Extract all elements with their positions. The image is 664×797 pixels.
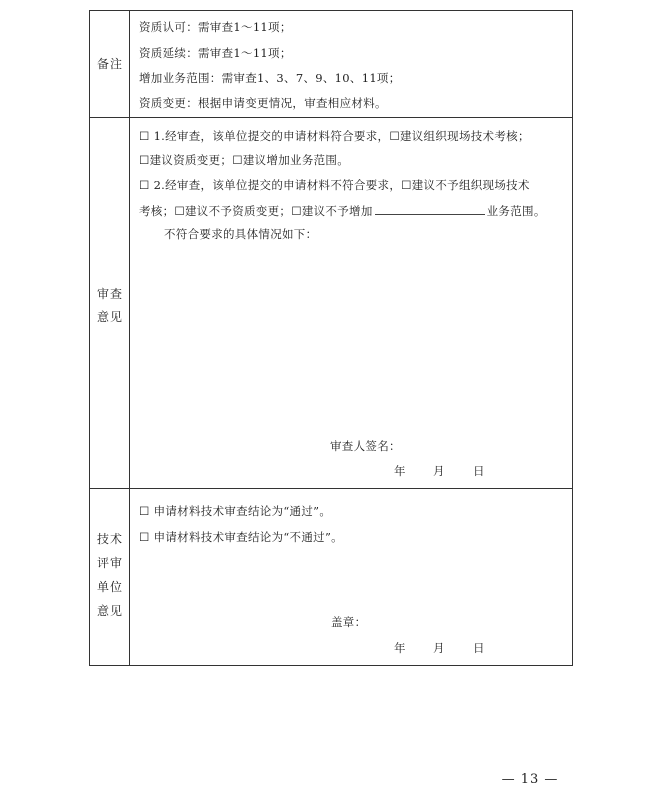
review-option-reject: ☐ 2.经审查，该单位提交的申请材料不符合要求，☐建议不予组织现场技术 bbox=[139, 178, 530, 192]
tech-review-row bbox=[90, 489, 572, 665]
review-option-reject-continued bbox=[139, 203, 566, 218]
review-label-line: 意见 bbox=[96, 310, 123, 324]
review-date-year: 年 bbox=[394, 464, 406, 478]
tech-label-line: 单位 bbox=[96, 580, 123, 594]
seal-label: 盖章： bbox=[331, 615, 367, 629]
remarks-label-cell bbox=[90, 11, 130, 117]
reject-options-text: 考核；☐建议不予资质变更；☐建议不予增加 bbox=[139, 204, 373, 218]
review-date-day: 日 bbox=[473, 464, 485, 478]
tech-label-line: 意见 bbox=[96, 604, 123, 618]
tech-label-line: 评审 bbox=[96, 556, 123, 570]
remarks-line: 资质延续：需审查1～11项； bbox=[139, 46, 292, 60]
tech-content-cell bbox=[130, 489, 572, 665]
tech-option-pass: ☐ 申请材料技术审查结论为“通过”。 bbox=[139, 504, 332, 518]
business-scope-suffix: 业务范围。 bbox=[486, 204, 546, 218]
remarks-row bbox=[90, 11, 572, 118]
remarks-line: 资质认可：需审查1～11项； bbox=[139, 20, 292, 34]
review-content-cell bbox=[130, 118, 572, 488]
tech-date-day: 日 bbox=[473, 641, 485, 655]
application-review-form bbox=[89, 10, 573, 666]
tech-label-line: 技术 bbox=[96, 532, 123, 546]
business-scope-blank[interactable] bbox=[375, 203, 485, 215]
tech-option-fail: ☐ 申请材料技术审查结论为“不通过”。 bbox=[139, 530, 343, 544]
remarks-line: 资质变更：根据申请变更情况，审查相应材料。 bbox=[139, 96, 387, 110]
tech-date-month: 月 bbox=[433, 641, 445, 655]
review-label-cell bbox=[90, 118, 130, 488]
review-opinion-row bbox=[90, 118, 572, 489]
remarks-line: 增加业务范围：需审查1、3、7、9、10、11项； bbox=[139, 71, 401, 85]
nonconformity-details-label: 不符合要求的具体情况如下： bbox=[164, 227, 318, 241]
review-option-approve: ☐ 1.经审查，该单位提交的申请材料符合要求，☐建议组织现场技术考核； bbox=[139, 129, 530, 143]
tech-date-year: 年 bbox=[394, 641, 406, 655]
review-option-approve-continued: ☐建议资质变更；☐建议增加业务范围。 bbox=[139, 153, 350, 167]
remarks-content-cell bbox=[130, 11, 572, 117]
page-number: — 13 — bbox=[501, 772, 559, 787]
tech-label-cell bbox=[90, 489, 130, 665]
review-label-line: 审查 bbox=[96, 287, 123, 301]
reviewer-signature-label: 审查人签名： bbox=[330, 439, 401, 453]
remarks-label: 备注 bbox=[96, 57, 123, 71]
review-date-month: 月 bbox=[433, 464, 445, 478]
